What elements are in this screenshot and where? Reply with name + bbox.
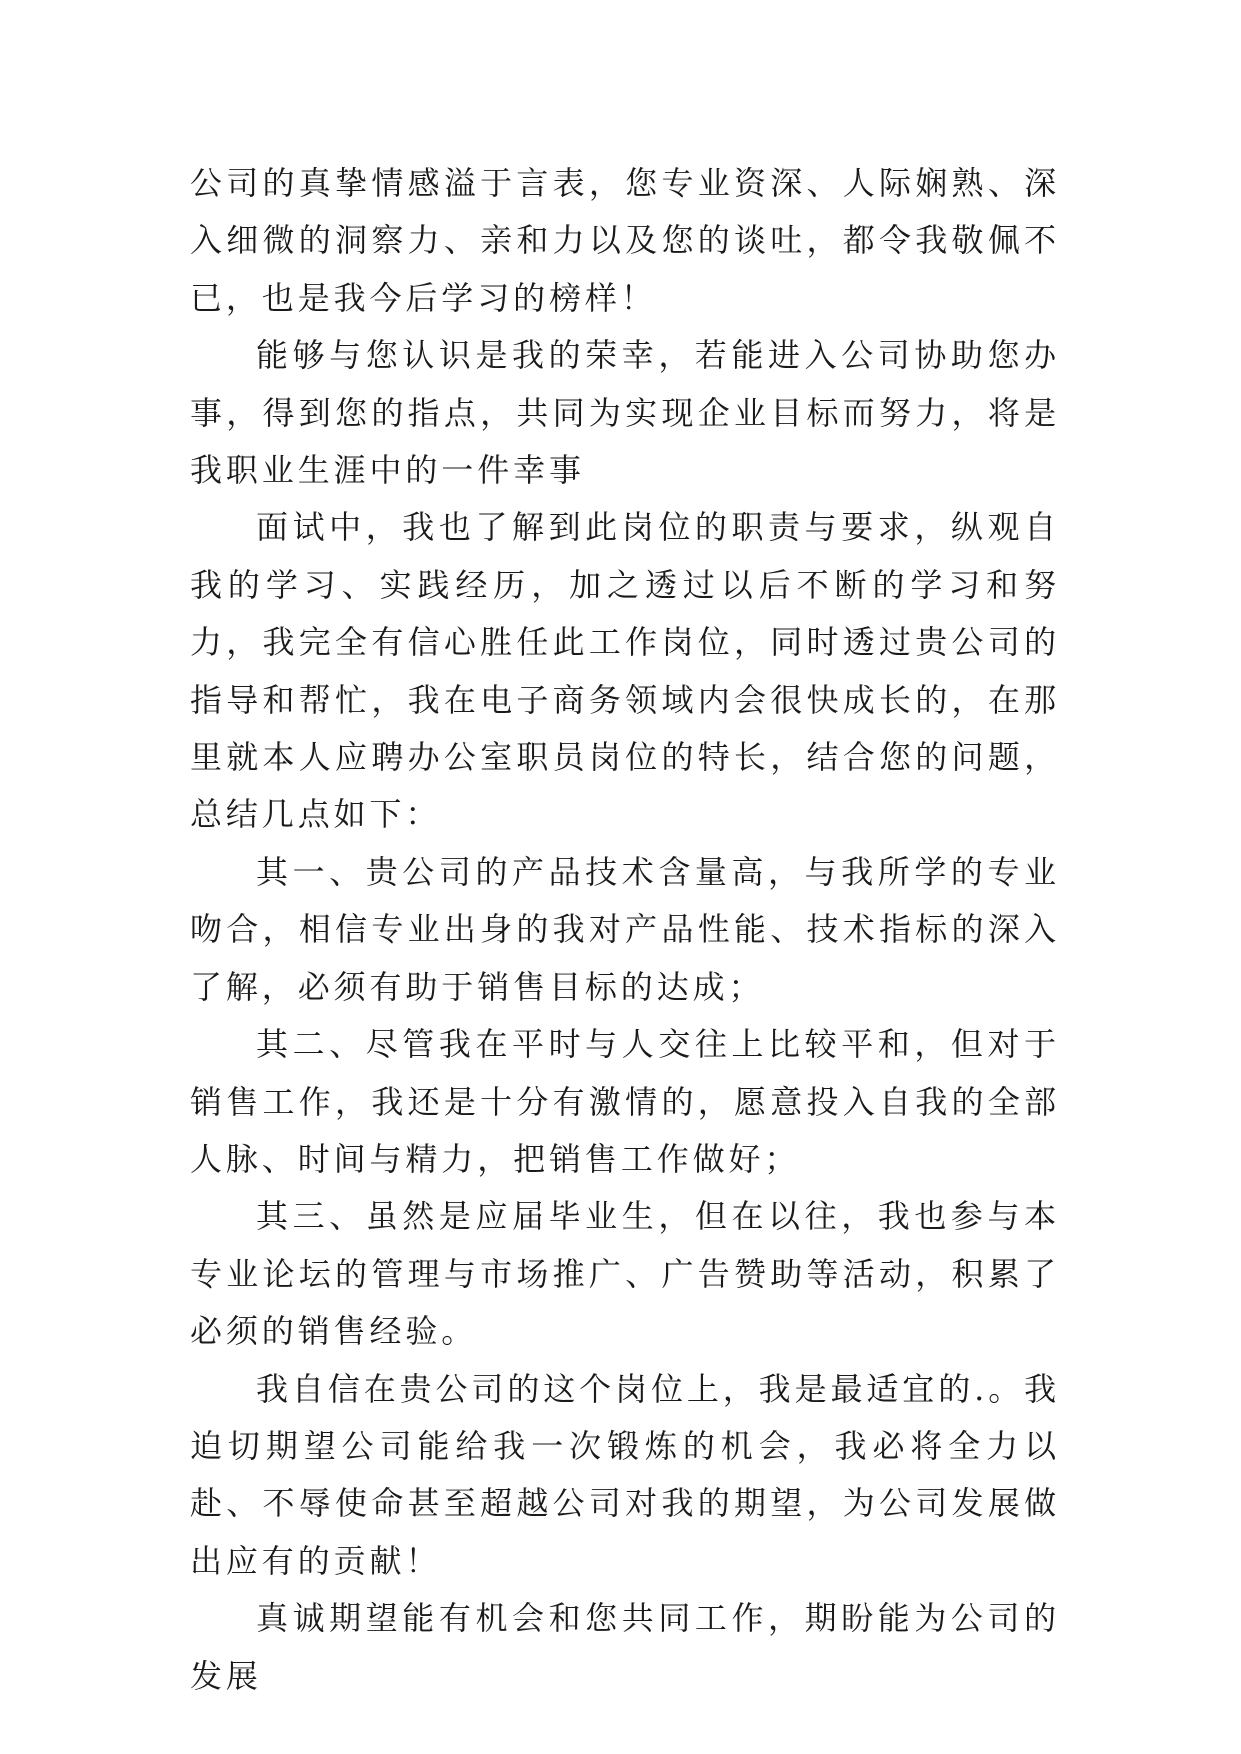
paragraph-5: 其二、尽管我在平时与人交往上比较平和，但对于销售工作，我还是十分有激情的，愿意投入自我的全部人脉、时间与精力，把销售工作做好； [190, 1025, 1060, 1178]
paragraph-7: 我自信在贵公司的这个岗位上，我是最适宜的.。我迫切期望公司能给我一次锻炼的机会，我必将全力以赴、不辱使命甚至超越公司对我的期望，为公司发展做出应有的贡献！ [190, 1369, 1060, 1580]
paragraph-8: 真诚期望能有机会和您共同工作，期盼能为公司的发展 [190, 1599, 1060, 1695]
paragraph-1: 公司的真挚情感溢于言表，您专业资深、人际娴熟、深入细微的洞察力、亲和力以及您的谈吐，都令我敬佩不已，也是我今后学习的榜样！ [190, 164, 1060, 317]
letter-body [190, 155, 1060, 1705]
paragraph-3: 面试中，我也了解到此岗位的职责与要求，纵观自我的学习、实践经历，加之透过以后不断的学习和努力，我完全有信心胜任此工作岗位，同时透过贵公司的指导和帮忙，我在电子商务领域内会很快成长的，在那里就本人应聘办公室职员岗位的特长，结合您的问题，总结几点如下： [190, 508, 1060, 834]
paragraph-2: 能够与您认识是我的荣幸，若能进入公司协助您办事，得到您的指点，共同为实现企业目标而努力，将是我职业生涯中的一件幸事 [190, 336, 1060, 490]
paragraph-6: 其三、虽然是应届毕业生，但在以往，我也参与本专业论坛的管理与市场推广、广告赞助等活动，积累了必须的销售经验。 [190, 1197, 1060, 1351]
paragraph-4: 其一、贵公司的产品技术含量高，与我所学的专业吻合，相信专业出身的我对产品性能、技术指标的深入了解，必须有助于销售目标的达成； [190, 852, 1060, 1006]
